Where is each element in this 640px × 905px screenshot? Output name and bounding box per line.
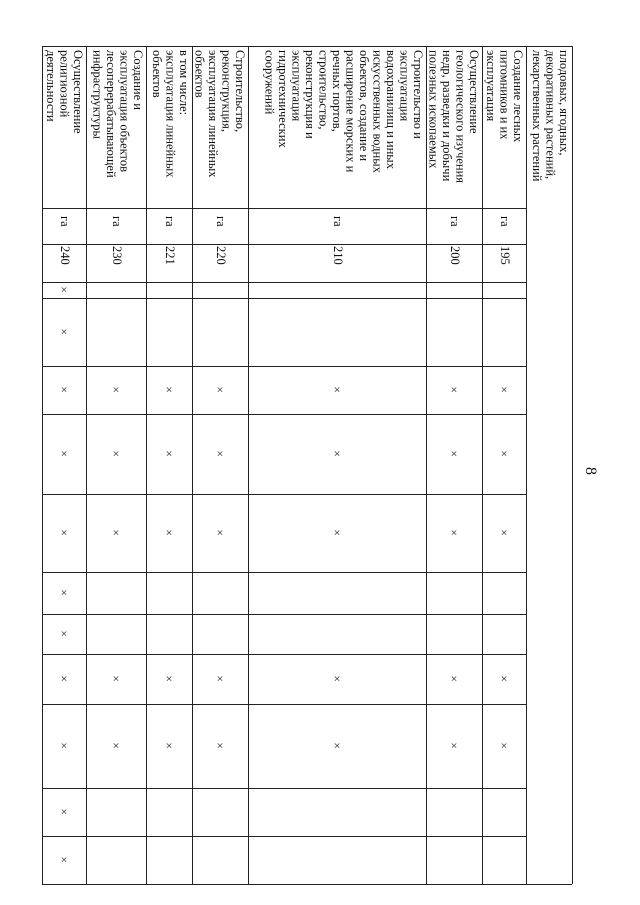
mark-cell: × (165, 671, 173, 686)
mark-cell: × (500, 446, 508, 461)
row-border (572, 46, 573, 884)
mark-cell: × (333, 525, 341, 540)
row-label-line: недр, разведки и добычи (440, 50, 454, 182)
column-border (42, 884, 572, 885)
unit-cell: га (163, 216, 177, 227)
mark-cell: × (333, 446, 341, 461)
mark-cell: × (500, 671, 508, 686)
row-label (44, 50, 85, 208)
unit-cell: га (448, 216, 462, 227)
mark-cell: × (333, 382, 341, 397)
row-label-line: Осуществление (71, 50, 85, 134)
row-label-line: деятельности (44, 50, 58, 122)
mark-cell: × (500, 525, 508, 540)
column-border (42, 414, 526, 415)
column-border (42, 366, 526, 367)
row-label-line: эксплуатация (397, 50, 412, 122)
mark-cell: × (165, 382, 173, 397)
mark-cell: × (450, 382, 458, 397)
code-cell: 220 (214, 246, 228, 265)
row-label-line: искусственных водных (370, 50, 385, 173)
row-label-line: речных портов, (330, 50, 344, 132)
row-label-line: полезных ископаемых (426, 50, 441, 169)
row-label-line: Создание лесных (511, 50, 525, 143)
row-label (192, 50, 246, 208)
mark-cell: × (333, 738, 341, 753)
page-number: 8 (582, 467, 599, 475)
row-border (146, 46, 147, 884)
row-label-line: реконструкция, (219, 50, 234, 133)
row-label-line: реконструкция и (303, 50, 317, 139)
column-border (42, 298, 526, 299)
mark-cell: × (450, 446, 458, 461)
mark-cell: × (60, 852, 68, 867)
unit-cell: га (110, 216, 124, 227)
mark-cell: × (60, 324, 68, 339)
column-border (42, 836, 526, 837)
data-table (42, 46, 572, 884)
mark-cell: × (500, 738, 508, 753)
row-border (248, 46, 249, 884)
row-label-line: лекарственных растений (530, 50, 544, 182)
mark-cell: × (60, 626, 68, 641)
mark-cell: × (216, 446, 224, 461)
column-border (42, 614, 526, 615)
column-border (42, 282, 526, 283)
row-label-line: лесоперерабатывающей (104, 50, 118, 178)
row-label (426, 50, 480, 208)
column-border (42, 788, 526, 789)
row-label-line: питомников и их (497, 50, 512, 140)
row-label-line: эксплуатация линейных (206, 50, 220, 178)
column-border (42, 208, 526, 209)
mark-cell: × (60, 525, 68, 540)
column-border (42, 244, 526, 245)
mark-cell: × (450, 671, 458, 686)
code-cell: 195 (498, 246, 512, 265)
mark-cell: × (60, 446, 68, 461)
unit-cell: га (58, 216, 72, 227)
row-label-line: объектов (150, 50, 164, 98)
row-border (86, 46, 87, 884)
mark-cell: × (112, 671, 120, 686)
mark-cell: × (60, 671, 68, 686)
row-label-line: Осуществление (467, 50, 481, 134)
mark-cell: × (60, 382, 68, 397)
code-cell: 210 (331, 246, 345, 265)
mark-cell: × (165, 525, 173, 540)
code-cell: 200 (448, 246, 462, 265)
mark-cell: × (500, 382, 508, 397)
row-label-line: эксплуатация (289, 50, 304, 122)
row-label (150, 50, 191, 208)
column-border (42, 46, 572, 47)
unit-cell: га (331, 216, 345, 227)
mark-cell: × (450, 525, 458, 540)
row-label-line: декоративных растений, (543, 50, 558, 180)
mark-cell: × (60, 738, 68, 753)
row-label-line: инфраструктуры (90, 50, 105, 139)
mark-cell: × (112, 382, 120, 397)
row-label-line: религиозной (57, 50, 72, 118)
row-label-line: объектов (192, 50, 207, 98)
mark-cell: × (60, 804, 68, 819)
row-label-line: сооружений (262, 50, 277, 115)
row-label-line: расширение морских и (343, 50, 358, 173)
row-label (262, 50, 424, 208)
row-label-line: геологического изучения (453, 50, 468, 184)
column-border (42, 654, 526, 655)
row-label-line: водохранилищ и иных (384, 50, 398, 169)
mark-cell: × (112, 738, 120, 753)
unit-cell: га (498, 216, 512, 227)
row-label-line: гидротехнических (276, 50, 290, 148)
mark-cell: × (60, 282, 68, 297)
row-label (530, 50, 571, 208)
row-border (526, 46, 527, 884)
column-border (42, 572, 526, 573)
code-cell: 230 (110, 246, 124, 265)
mark-cell: × (216, 525, 224, 540)
row-label-line: объектов, создание и (357, 50, 371, 162)
mark-cell: × (165, 738, 173, 753)
row-label-line: Строительство, (233, 50, 247, 133)
mark-cell: × (112, 446, 120, 461)
row-label-line: строительство, (316, 50, 331, 130)
row-label-line: Строительство и (411, 50, 425, 139)
row-label-line: эксплуатация (484, 50, 498, 122)
mark-cell: × (216, 382, 224, 397)
row-label-line: эксплуатация линейных (163, 50, 178, 178)
mark-cell: × (60, 585, 68, 600)
column-border (42, 494, 526, 495)
row-label (484, 50, 525, 208)
row-label-line: в том числе: (177, 50, 191, 116)
mark-cell: × (333, 671, 341, 686)
row-label-line: плодовых, ягодных, (557, 50, 571, 156)
mark-cell: × (112, 525, 120, 540)
mark-cell: × (450, 738, 458, 753)
column-border (42, 704, 526, 705)
unit-cell: га (214, 216, 228, 227)
mark-cell: × (216, 671, 224, 686)
code-cell: 240 (58, 246, 72, 265)
row-label-line: эксплуатация объектов (117, 50, 132, 172)
code-cell: 221 (163, 246, 177, 265)
row-label-line: Создание и (131, 50, 145, 110)
row-label (90, 50, 144, 208)
mark-cell: × (216, 738, 224, 753)
mark-cell: × (165, 446, 173, 461)
